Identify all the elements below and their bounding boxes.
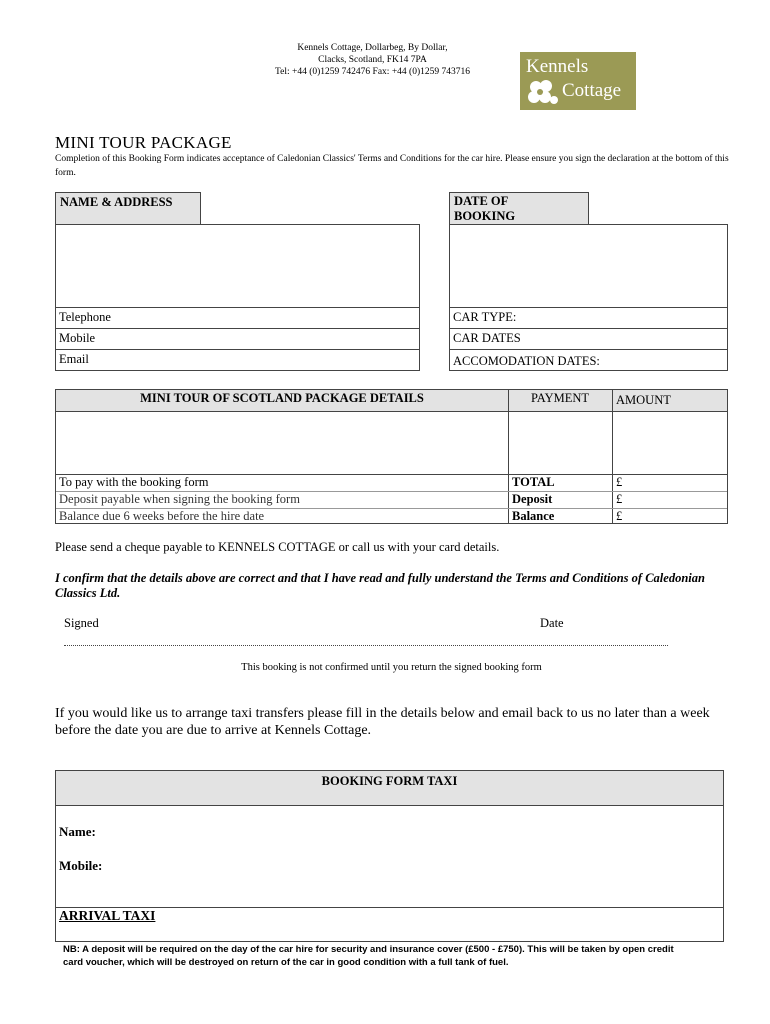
date-of-booking-heading: [449, 192, 589, 225]
taxi-booking-form: [55, 770, 724, 942]
balance-desc: Balance due 6 weeks before the hire date: [59, 509, 265, 523]
logo-line-1: Kennels: [526, 56, 589, 77]
page-title: MINI TOUR PACKAGE: [55, 133, 232, 152]
taxi-mobile-field[interactable]: Mobile:: [59, 858, 103, 873]
cheque-note: Please send a cheque payable to KENNELS COTTAGE or call us with your card details.: [55, 540, 500, 554]
logo-line-2: Cottage: [562, 80, 622, 101]
not-confirmed-note: This booking is not confirmed until you return the signed booking form: [241, 662, 542, 673]
address-block: [230, 42, 515, 78]
booking-box[interactable]: [449, 224, 728, 371]
total-amount-field[interactable]: £: [616, 475, 623, 489]
total-label: TOTAL: [512, 475, 555, 489]
total-desc: To pay with the booking form: [59, 475, 209, 489]
deposit-amount-field[interactable]: £: [616, 492, 623, 506]
car-type-field[interactable]: CAR TYPE:: [450, 307, 727, 328]
arrival-taxi-heading[interactable]: ARRIVAL TAXI: [59, 908, 156, 923]
deposit-label: Deposit: [512, 492, 553, 506]
deposit-nb-note: NB: A deposit will be required on the day of the car hire for security and insurance cover (£500 - £750). This will be taken by open credit card voucher, which will be destroyed on return of the car in good condition with a full tank of fuel.: [63, 944, 674, 968]
row-divider: [56, 907, 723, 908]
email-field[interactable]: Email: [56, 349, 419, 370]
payment-heading: PAYMENT: [530, 391, 590, 405]
amount-heading: AMOUNT: [616, 393, 671, 407]
intro-text: Completion of this Booking Form indicates acceptance of Caledonian Classics' Terms and Conditions for the car hire. Please ensure you sign the declaration at the bottom of this form.: [55, 154, 729, 178]
address-line-1: Kennels Cottage, Dollarbeg, By Dollar,: [297, 43, 448, 53]
signed-label: Signed: [64, 616, 99, 630]
taxi-intro: If you would like us to arrange taxi transfers please fill in the details below and email back to us no later than a week before the date you are due to arrive at Kennels Cottage.: [55, 706, 710, 738]
date-label: Date: [540, 616, 564, 630]
balance-amount-field[interactable]: £: [616, 509, 623, 523]
table-row: [56, 491, 727, 509]
table-row: [56, 474, 727, 492]
date-of-booking-line-2: BOOKING: [454, 209, 516, 223]
taxi-heading: BOOKING FORM TAXI: [321, 774, 458, 788]
address-line-2: Clacks, Scotland, FK14 7PA: [318, 55, 427, 65]
confirmation-statement: I confirm that the details above are correct and that I have read and fully understand the Terms and Conditions of Caledonian Classics Ltd.: [55, 571, 705, 600]
deposit-desc: Deposit payable when signing the booking form: [59, 492, 300, 506]
name-address-box[interactable]: [55, 224, 420, 371]
accommodation-dates-field[interactable]: ACCOMODATION DATES:: [450, 349, 727, 370]
package-heading: MINI TOUR OF SCOTLAND PACKAGE DETAILS: [140, 391, 424, 405]
package-table: [55, 389, 728, 524]
name-address-heading: NAME & ADDRESS: [55, 192, 201, 225]
signature-line[interactable]: [64, 633, 668, 646]
taxi-name-field[interactable]: Name:: [59, 824, 96, 839]
flower-icon: [526, 78, 560, 108]
date-of-booking-line-1: DATE OF: [454, 194, 509, 208]
telephone-field[interactable]: Telephone: [56, 307, 419, 328]
balance-label: Balance: [512, 509, 555, 523]
kennels-cottage-logo: [520, 52, 636, 110]
address-line-3: Tel: +44 (0)1259 742476 Fax: +44 (0)1259 743716: [274, 67, 471, 77]
car-dates-field[interactable]: CAR DATES: [450, 328, 727, 349]
mobile-field[interactable]: Mobile: [56, 328, 419, 349]
table-row: [56, 508, 727, 523]
